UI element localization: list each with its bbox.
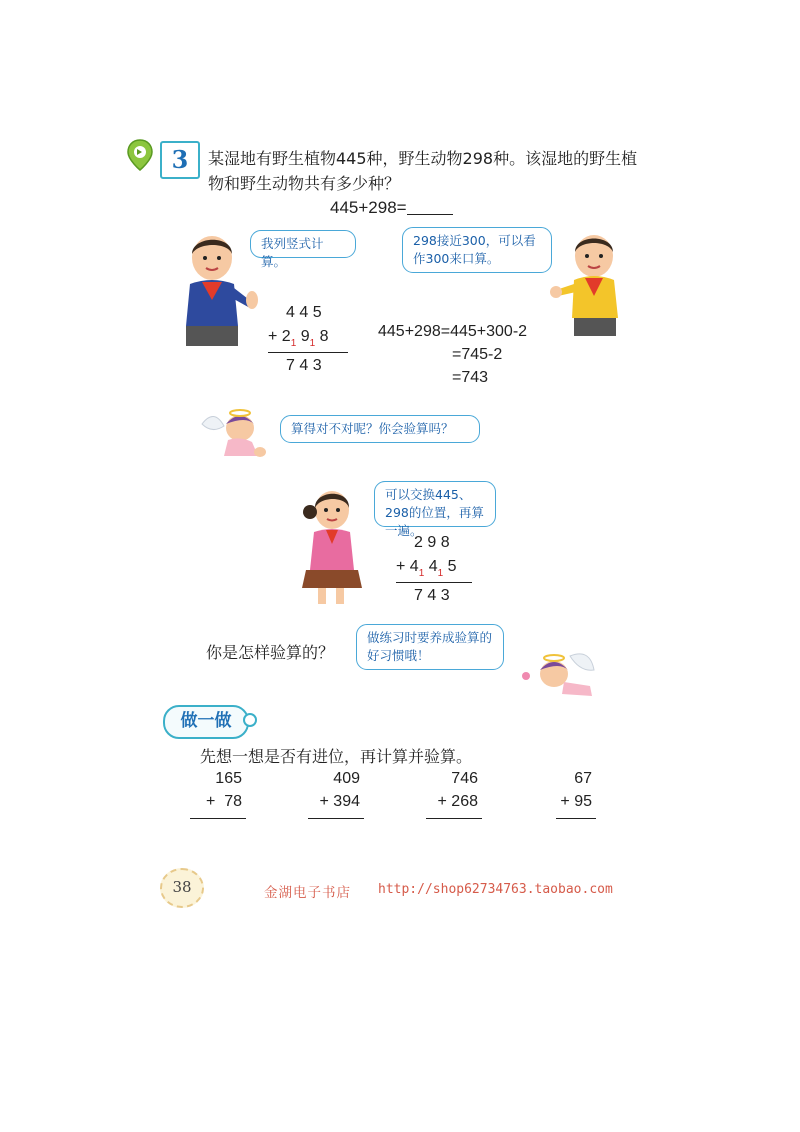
vcalc1-carry-2: 1 [309, 338, 316, 349]
equation [330, 198, 453, 218]
girl-speech: 可以交换445、298的位置，再算一遍。 [385, 487, 484, 538]
mental-calc-line2: =745-2 [452, 346, 503, 363]
location-pin-icon [125, 138, 155, 172]
angel-1-speech-bubble [280, 415, 480, 443]
vcalc2-carry-1: 1 [418, 568, 425, 579]
exercise-1-line [190, 818, 246, 819]
girl-speech-bubble [374, 481, 496, 538]
vcalc2-line [396, 582, 472, 583]
boy-left-illustration [172, 228, 262, 350]
exercise-2-b: + 394 [319, 793, 360, 810]
practice-instruction: 先想一想是否有进位，再计算并验算。 [200, 747, 473, 766]
problem-text: 某湿地有野生植物445种，野生动物298种。该湿地的野生植物和野生动物共有多少种？ [208, 149, 638, 193]
vertical-calc-2 [396, 534, 480, 604]
vcalc2-top: 2 9 8 [414, 534, 450, 551]
mental-calc-line1: 445+298=445+300-2 [378, 323, 528, 340]
exercise-4-line [556, 818, 596, 819]
angel-illustration-2 [520, 648, 600, 710]
vcalc1-bottom [268, 328, 329, 349]
exercise-3-b: + 268 [437, 793, 478, 810]
question-text: 你是怎样验算的？ [206, 643, 335, 662]
mental-calc [378, 320, 527, 389]
angel-2-speech-bubble [356, 624, 504, 670]
store-name: 金湖电子书店 [264, 885, 351, 901]
exercise-3 [426, 770, 478, 820]
boy-right-speech-bubble [402, 227, 552, 273]
vcalc1-carry-1: 1 [290, 338, 297, 349]
vcalc1-line [268, 352, 348, 353]
boy-left-speech: 我列竖式计算。 [261, 236, 324, 269]
boy-left-speech-bubble [250, 230, 356, 269]
angel-illustration-1 [198, 404, 268, 466]
vcalc1-last: 8 [315, 328, 329, 345]
exercise-3-a: 746 [451, 770, 478, 787]
answer-blank [407, 198, 453, 215]
example-number-badge: 3 [160, 141, 200, 179]
vcalc2-mid: 4 [424, 558, 438, 575]
vcalc2-bottom-prefix: + 4 [396, 558, 419, 575]
practice-title-badge: 做一做 [163, 705, 249, 739]
exercise-4-b: + 95 [560, 793, 592, 810]
exercise-1 [190, 770, 242, 820]
exercise-3-line [426, 818, 482, 819]
angel-2-speech: 做练习时要养成验算的好习惯哦！ [367, 630, 493, 663]
vcalc2-bottom [396, 558, 457, 579]
exercise-4 [556, 770, 592, 820]
angel-1-speech: 算得对不对呢？你会验算吗？ [291, 421, 454, 436]
mental-calc-line3: =743 [452, 369, 489, 386]
vcalc2-result: 7 4 3 [414, 587, 450, 604]
vcalc2-last: 5 [443, 558, 457, 575]
exercise-4-a: 67 [574, 770, 592, 787]
vcalc2-carry-2: 1 [437, 568, 444, 579]
exercise-2 [308, 770, 360, 820]
page-number: 38 [160, 868, 204, 908]
practice-title-tail [243, 713, 257, 727]
vcalc1-result: 7 4 3 [286, 357, 322, 374]
vertical-calc-1 [268, 304, 352, 374]
exercise-1-b: + 78 [205, 793, 242, 810]
equation-expression: 445+298= [330, 198, 407, 217]
vcalc1-top: 4 4 5 [286, 304, 322, 321]
exercise-2-line [308, 818, 364, 819]
boy-right-speech: 298接近300，可以看作300来口算。 [413, 233, 536, 266]
store-url[interactable]: http://shop62734763.taobao.com [378, 882, 613, 897]
boy-right-illustration [548, 228, 630, 338]
exercise-1-a: 165 [215, 770, 242, 787]
exercise-2-a: 409 [333, 770, 360, 787]
vcalc1-bottom-prefix: + 2 [268, 328, 291, 345]
girl-illustration [298, 484, 374, 608]
vcalc1-mid: 9 [296, 328, 310, 345]
